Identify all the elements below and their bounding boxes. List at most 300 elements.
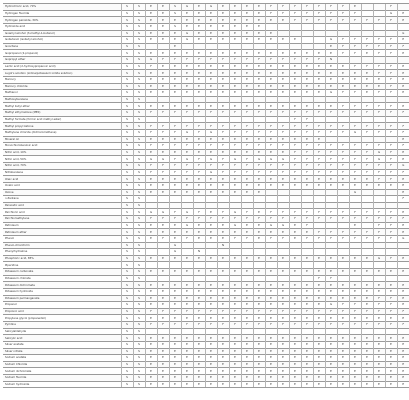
rating-cell: F — [337, 169, 349, 176]
rating-cell: E — [277, 83, 289, 90]
rating-cell — [313, 249, 325, 256]
rating-cell: S — [133, 328, 145, 335]
chemical-name-cell: Hydroxide acid — [3, 23, 121, 30]
rating-cell: F — [301, 169, 313, 176]
rating-cell: E — [181, 269, 193, 276]
rating-cell: F — [313, 156, 325, 163]
rating-cell: F — [301, 156, 313, 163]
rating-cell — [325, 30, 337, 37]
rating-cell: F — [337, 235, 349, 242]
rating-cell: F — [373, 70, 385, 77]
table-row — [3, 262, 409, 269]
rating-cell: F — [265, 129, 277, 136]
rating-cell: E — [157, 70, 169, 77]
rating-cell: F — [349, 37, 361, 44]
rating-cell — [337, 222, 349, 229]
rating-cell: E — [277, 63, 289, 70]
rating-cell: E — [277, 37, 289, 44]
rating-cell: E — [241, 176, 253, 183]
rating-cell: E — [217, 37, 229, 44]
rating-cell: E — [145, 302, 157, 309]
rating-cell: F — [349, 156, 361, 163]
rating-cell: S — [133, 110, 145, 117]
rating-cell: E — [301, 341, 313, 348]
rating-cell: E — [361, 341, 373, 348]
rating-cell: S — [133, 17, 145, 24]
rating-cell: E — [253, 315, 265, 322]
rating-cell: F — [265, 216, 277, 223]
rating-cell — [277, 30, 289, 37]
rating-cell — [277, 328, 289, 335]
rating-cell — [313, 262, 325, 269]
rating-cell — [373, 196, 385, 203]
table-row — [3, 222, 409, 229]
rating-cell — [193, 43, 205, 50]
rating-cell: E — [373, 282, 385, 289]
rating-cell — [325, 23, 337, 30]
rating-cell — [253, 262, 265, 269]
rating-cell: E — [241, 375, 253, 382]
rating-cell — [217, 96, 229, 103]
rating-cell: F — [301, 10, 313, 17]
rating-cell: F — [325, 216, 337, 223]
rating-cell: E — [145, 355, 157, 362]
rating-cell: F — [385, 83, 397, 90]
rating-cell — [229, 262, 241, 269]
rating-cell: E — [169, 269, 181, 276]
rating-cell: E — [241, 17, 253, 24]
chemical-name-cell: Methoxybenzene — [3, 96, 121, 103]
table-row — [3, 17, 409, 24]
rating-cell — [205, 202, 217, 209]
chemical-name-cell: Isooctane — [3, 43, 121, 50]
rating-cell: F — [289, 17, 301, 24]
rating-cell: E — [337, 182, 349, 189]
rating-cell: F — [229, 110, 241, 117]
rating-cell: E — [265, 76, 277, 83]
rating-cell: S — [121, 355, 133, 362]
rating-cell: F — [193, 129, 205, 136]
rating-cell: E — [157, 348, 169, 355]
rating-cell: G — [181, 156, 193, 163]
rating-cell: E — [337, 295, 349, 302]
rating-cell: G — [205, 156, 217, 163]
rating-cell: S — [121, 249, 133, 256]
rating-cell: S — [121, 322, 133, 329]
rating-cell — [361, 57, 373, 64]
rating-cell: E — [337, 288, 349, 295]
rating-cell: E — [157, 355, 169, 362]
rating-cell: E — [229, 229, 241, 236]
rating-cell: S — [121, 242, 133, 249]
rating-cell: S — [121, 110, 133, 117]
rating-cell: E — [313, 269, 325, 276]
rating-cell: S — [121, 235, 133, 242]
rating-cell — [157, 202, 169, 209]
rating-cell: F — [205, 216, 217, 223]
rating-cell: F — [337, 229, 349, 236]
rating-cell: E — [253, 17, 265, 24]
rating-cell — [361, 136, 373, 143]
rating-cell: E — [241, 348, 253, 355]
rating-cell: F — [193, 123, 205, 130]
rating-cell: F — [265, 110, 277, 117]
rating-cell: E — [181, 282, 193, 289]
rating-cell: E — [241, 315, 253, 322]
rating-cell — [373, 275, 385, 282]
rating-cell: F — [217, 110, 229, 117]
rating-cell — [337, 196, 349, 203]
rating-cell — [313, 189, 325, 196]
rating-cell — [397, 4, 409, 11]
rating-cell: S — [133, 169, 145, 176]
rating-cell: F — [349, 308, 361, 315]
rating-cell: E — [337, 176, 349, 183]
chemical-name-cell: Pyridine — [3, 322, 121, 329]
rating-cell: F — [253, 169, 265, 176]
rating-cell: E — [157, 335, 169, 342]
rating-cell: E — [253, 23, 265, 30]
rating-cell: E — [289, 136, 301, 143]
rating-cell: E — [145, 282, 157, 289]
rating-cell: F — [337, 123, 349, 130]
rating-cell — [385, 242, 397, 249]
rating-cell: F — [301, 209, 313, 216]
rating-cell: E — [241, 335, 253, 342]
rating-cell: E — [349, 361, 361, 368]
rating-cell: E — [277, 381, 289, 388]
rating-cell — [301, 30, 313, 37]
rating-cell — [385, 275, 397, 282]
rating-cell: S — [133, 30, 145, 37]
rating-cell: E — [145, 288, 157, 295]
rating-cell — [205, 196, 217, 203]
rating-cell: E — [325, 295, 337, 302]
rating-cell: F — [301, 110, 313, 117]
chemical-name-cell: Nitric acid, 50% — [3, 156, 121, 163]
rating-cell: E — [205, 136, 217, 143]
rating-cell: F — [277, 322, 289, 329]
rating-cell: E — [361, 361, 373, 368]
rating-cell: E — [349, 355, 361, 362]
rating-cell: E — [241, 222, 253, 229]
rating-cell: E — [277, 315, 289, 322]
rating-cell: F — [181, 143, 193, 150]
rating-cell — [337, 96, 349, 103]
rating-cell — [313, 222, 325, 229]
rating-cell: S — [133, 216, 145, 223]
rating-cell: E — [181, 341, 193, 348]
rating-cell: E — [229, 176, 241, 183]
rating-cell: E — [349, 282, 361, 289]
rating-cell: E — [145, 348, 157, 355]
rating-cell: F — [181, 322, 193, 329]
rating-cell: S — [133, 282, 145, 289]
rating-cell: F — [313, 308, 325, 315]
rating-cell: G — [349, 189, 361, 196]
rating-cell: E — [265, 83, 277, 90]
rating-cell: E — [301, 90, 313, 97]
rating-cell: E — [217, 63, 229, 70]
rating-cell: F — [373, 229, 385, 236]
rating-cell: E — [205, 176, 217, 183]
rating-cell: E — [325, 76, 337, 83]
rating-cell: F — [181, 169, 193, 176]
rating-cell: S — [133, 348, 145, 355]
rating-cell — [181, 196, 193, 203]
rating-cell: F — [241, 156, 253, 163]
rating-cell: F — [373, 123, 385, 130]
rating-cell: F — [313, 4, 325, 11]
rating-cell — [157, 328, 169, 335]
rating-cell: F — [349, 63, 361, 70]
rating-cell: F — [385, 308, 397, 315]
rating-cell — [205, 116, 217, 123]
rating-cell: E — [253, 63, 265, 70]
rating-cell — [313, 37, 325, 44]
rating-cell: E — [361, 381, 373, 388]
rating-cell — [361, 328, 373, 335]
rating-cell: F — [205, 143, 217, 150]
rating-cell: E — [145, 149, 157, 156]
rating-cell: F — [313, 123, 325, 130]
rating-cell — [277, 189, 289, 196]
rating-cell: F — [373, 176, 385, 183]
rating-cell: E — [325, 341, 337, 348]
rating-cell: S — [121, 368, 133, 375]
rating-cell: F — [325, 209, 337, 216]
chemical-name-cell: Mercury chloride — [3, 83, 121, 90]
rating-cell: F — [145, 322, 157, 329]
chemical-name-cell: Hydrogen fluoride — [3, 10, 121, 17]
rating-cell: E — [289, 375, 301, 382]
rating-cell: F — [313, 129, 325, 136]
rating-cell: E — [301, 315, 313, 322]
rating-cell — [241, 262, 253, 269]
table-row — [3, 23, 409, 30]
rating-cell: F — [385, 156, 397, 163]
rating-cell: G — [205, 129, 217, 136]
rating-cell: F — [397, 322, 409, 329]
rating-cell: E — [313, 375, 325, 382]
rating-cell: E — [181, 17, 193, 24]
rating-cell: E — [337, 381, 349, 388]
rating-cell — [181, 43, 193, 50]
rating-cell — [337, 242, 349, 249]
table-row — [3, 375, 409, 382]
rating-cell: F — [169, 156, 181, 163]
rating-cell: F — [337, 43, 349, 50]
rating-cell: E — [241, 282, 253, 289]
rating-cell: E — [265, 149, 277, 156]
rating-cell: E — [169, 348, 181, 355]
rating-cell: S — [121, 275, 133, 282]
rating-cell — [205, 262, 217, 269]
rating-cell: S — [133, 149, 145, 156]
rating-cell: F — [385, 76, 397, 83]
table-row — [3, 116, 409, 123]
rating-cell: E — [181, 182, 193, 189]
chemical-name-cell: Mineral oil — [3, 136, 121, 143]
rating-cell: F — [385, 50, 397, 57]
rating-cell: F — [217, 322, 229, 329]
rating-cell — [205, 275, 217, 282]
rating-cell: F — [301, 308, 313, 315]
rating-cell — [289, 23, 301, 30]
rating-cell: E — [241, 103, 253, 110]
rating-cell: E — [229, 315, 241, 322]
rating-cell: E — [289, 63, 301, 70]
rating-cell: F — [385, 169, 397, 176]
chemical-name-cell: Mercury — [3, 76, 121, 83]
chemical-name-cell: Salicylaldehyde — [3, 328, 121, 335]
rating-cell — [313, 196, 325, 203]
rating-cell: S — [133, 4, 145, 11]
rating-cell — [193, 262, 205, 269]
rating-cell: F — [313, 275, 325, 282]
rating-cell: E — [205, 335, 217, 342]
rating-cell: F — [385, 123, 397, 130]
rating-cell: E — [241, 10, 253, 17]
rating-cell — [229, 43, 241, 50]
rating-cell: E — [169, 335, 181, 342]
rating-cell: E — [397, 63, 409, 70]
rating-cell: F — [193, 209, 205, 216]
rating-cell: F — [361, 43, 373, 50]
rating-cell: F — [193, 169, 205, 176]
rating-cell: F — [289, 110, 301, 117]
rating-cell: E — [205, 63, 217, 70]
rating-cell: E — [241, 368, 253, 375]
rating-cell: S — [121, 328, 133, 335]
rating-cell: E — [229, 136, 241, 143]
table-row — [3, 348, 409, 355]
rating-cell — [361, 262, 373, 269]
rating-cell: E — [217, 355, 229, 362]
rating-cell: E — [229, 269, 241, 276]
rating-cell: F — [301, 4, 313, 11]
rating-cell: F — [217, 57, 229, 64]
rating-cell: S — [121, 216, 133, 223]
rating-cell — [241, 249, 253, 256]
rating-cell: E — [217, 381, 229, 388]
rating-cell: F — [373, 216, 385, 223]
rating-cell — [313, 96, 325, 103]
rating-cell: F — [337, 322, 349, 329]
table-row — [3, 308, 409, 315]
rating-cell: E — [145, 381, 157, 388]
rating-cell: E — [289, 50, 301, 57]
rating-cell — [217, 249, 229, 256]
rating-cell: F — [145, 129, 157, 136]
rating-cell — [385, 196, 397, 203]
rating-cell: F — [265, 4, 277, 11]
rating-cell — [289, 202, 301, 209]
rating-cell: F — [385, 90, 397, 97]
rating-cell: E — [277, 90, 289, 97]
rating-cell: E — [253, 90, 265, 97]
rating-cell: E — [313, 76, 325, 83]
rating-cell: E — [397, 335, 409, 342]
chemical-name-cell: Phosphoric acid, 85% — [3, 255, 121, 262]
rating-cell: F — [157, 110, 169, 117]
rating-cell: E — [145, 17, 157, 24]
rating-cell — [145, 275, 157, 282]
rating-cell: S — [133, 295, 145, 302]
rating-cell: E — [325, 381, 337, 388]
rating-cell: F — [373, 37, 385, 44]
rating-cell: E — [145, 269, 157, 276]
rating-cell: F — [385, 149, 397, 156]
rating-cell: E — [253, 229, 265, 236]
rating-cell: S — [121, 335, 133, 342]
rating-cell — [229, 116, 241, 123]
rating-cell: E — [241, 50, 253, 57]
rating-cell: E — [325, 83, 337, 90]
rating-cell: F — [313, 17, 325, 24]
rating-cell: E — [217, 10, 229, 17]
rating-cell: F — [337, 37, 349, 44]
rating-cell — [385, 249, 397, 256]
rating-cell — [373, 10, 385, 17]
rating-cell: G — [157, 209, 169, 216]
rating-cell — [373, 96, 385, 103]
rating-cell: F — [169, 322, 181, 329]
rating-cell: E — [313, 355, 325, 362]
rating-cell: F — [385, 143, 397, 150]
rating-cell: F — [385, 103, 397, 110]
rating-cell: E — [157, 269, 169, 276]
rating-cell: E — [253, 10, 265, 17]
rating-cell: F — [169, 110, 181, 117]
rating-cell — [301, 242, 313, 249]
rating-cell: G — [145, 156, 157, 163]
rating-cell — [361, 196, 373, 203]
rating-cell — [265, 262, 277, 269]
rating-cell — [289, 30, 301, 37]
rating-cell: E — [181, 136, 193, 143]
rating-cell: F — [145, 308, 157, 315]
rating-cell: E — [205, 189, 217, 196]
rating-cell: E — [277, 229, 289, 236]
rating-cell: F — [373, 17, 385, 24]
rating-cell — [373, 136, 385, 143]
rating-cell: E — [145, 136, 157, 143]
rating-cell: E — [265, 302, 277, 309]
rating-cell: E — [385, 288, 397, 295]
rating-cell: E — [217, 235, 229, 242]
rating-cell: F — [157, 169, 169, 176]
rating-cell: E — [217, 341, 229, 348]
rating-cell: E — [205, 23, 217, 30]
rating-cell — [205, 242, 217, 249]
rating-cell: F — [241, 123, 253, 130]
rating-cell: S — [121, 10, 133, 17]
rating-cell: E — [193, 182, 205, 189]
rating-cell: F — [337, 156, 349, 163]
rating-cell — [181, 202, 193, 209]
rating-cell: F — [277, 143, 289, 150]
rating-cell: S — [133, 222, 145, 229]
chemical-name-cell: Lugol's solution (iodine/potassium iodide solution) — [3, 70, 121, 77]
rating-cell: F — [349, 110, 361, 117]
rating-cell: E — [229, 255, 241, 262]
rating-cell — [337, 202, 349, 209]
rating-cell: F — [397, 196, 409, 203]
rating-cell — [265, 23, 277, 30]
rating-cell: F — [289, 143, 301, 150]
rating-cell: S — [121, 43, 133, 50]
